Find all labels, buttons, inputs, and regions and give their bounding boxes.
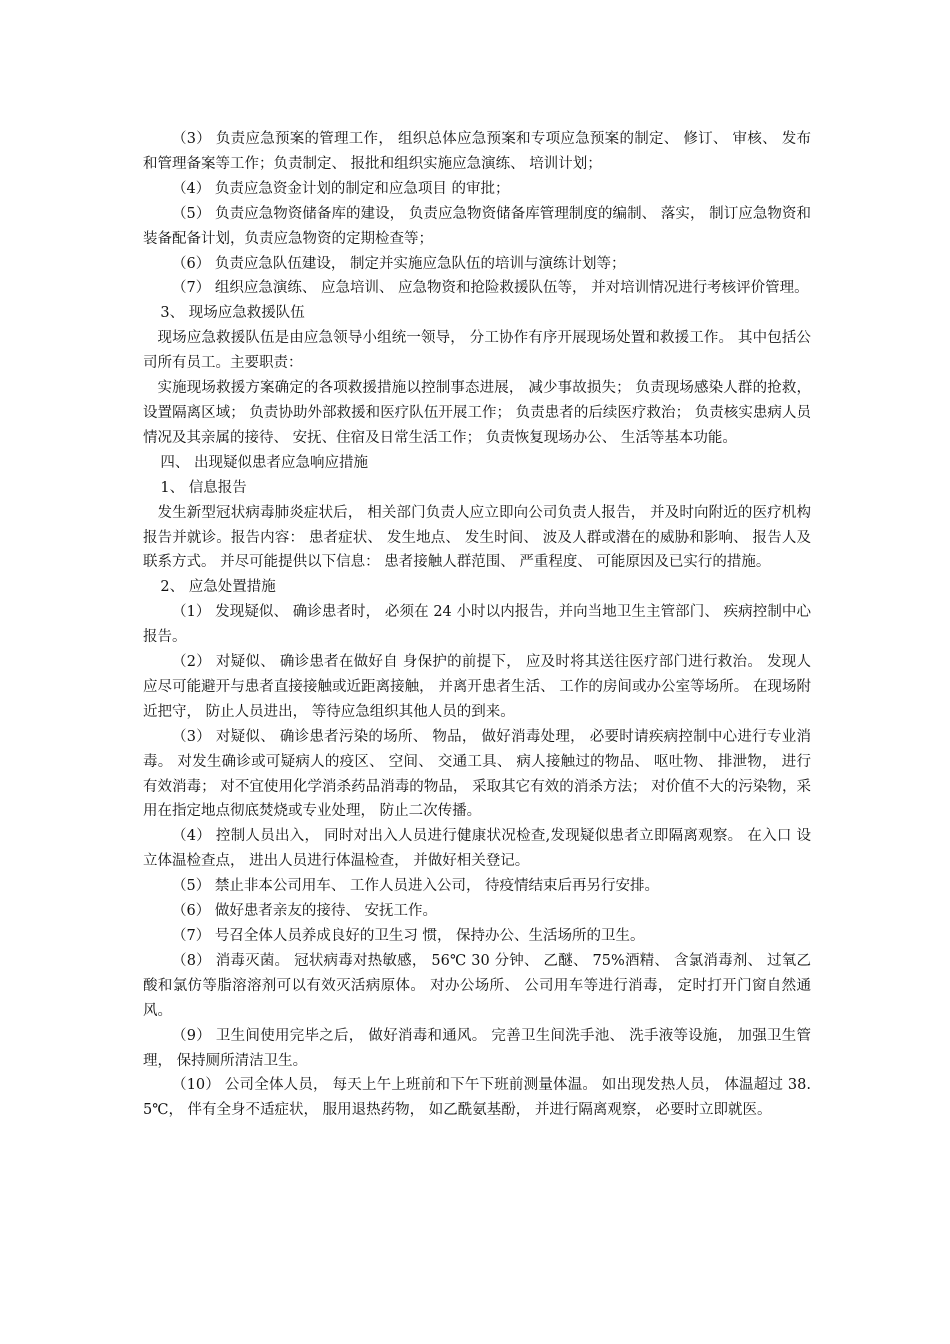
paragraph-measure-6: （6） 做好患者亲友的接待、 安抚工作。	[172, 903, 437, 920]
section-heading-rescue-team: 3、 现场应急救援队伍	[160, 305, 305, 322]
paragraph-item-3: （3） 负责应急预案的管理工作， 组织总体应急预案和专项应急预案的制定、 修订、 审核、 发布和管理备案等工作；负责制定、 报批和组织实施应急演练、 培训计划；	[143, 131, 811, 172]
section-heading-emergency-measures: 2、 应急处置措施	[160, 579, 276, 596]
paragraph-measure-9: （9） 卫生间使用完毕之后， 做好消毒和通风。 完善卫生间洗手池、 洗手液等设施， 加强卫生管理， 保持厕所清洁卫生。	[143, 1027, 811, 1069]
paragraph-measure-4: （4） 控制人员出入， 同时对出入人员进行健康状况检查,发现疑似患者立即隔离观察。 在入口 设立体温检查点， 进出人员进行体温检查， 并做好相关登记。	[143, 828, 811, 870]
paragraph-item-6: （6） 负责应急队伍建设， 制定并实施应急队伍的培训与演练计划等；	[172, 255, 626, 272]
paragraph-measure-8: （8） 消毒灭菌。 冠状病毒对热敏感， 56℃ 30 分钟、 乙醚、 75%酒精、 含氯消毒剂、 过氧乙酸和氯仿等脂溶溶剂可以有效灭活病原体。 对办公场所、 公司用车等进行消毒， 定时打开门窗自然通风。	[143, 952, 811, 1019]
paragraph-item-7: （7） 组织应急演练、 应急培训、 应急物资和抢险救援队伍等， 并对培训情况进行考核评价管理。	[172, 280, 809, 297]
paragraph-measure-2: （2） 对疑似、 确诊患者在做好自 身保护的前提下， 应及时将其送往医疗部门进行救治。 发现人应尽可能避开与患者直接接触或近距离接触， 并离开患者生活、 工作的房间或办公室等场所。 在现场附近把守， 防止人员进出， 等待应急组织其他人员的到来。	[143, 654, 811, 720]
paragraph-measure-3: （3） 对疑似、 确诊患者污染的场所、 物品， 做好消毒处理， 必要时请疾病控制中心进行专业消毒。 对发生确诊或可疑病人的疫区、 空间、 交通工具、 病人接触过的物品、 呕吐物、 排泄物， 进行有效消毒； 对不宜使用化学消杀药品消毒的物品， 采取其它有效的消杀方法； 对价值不大的污染物，采用在指定地点彻底焚烧或专业处理， 防止二次传播。	[143, 728, 811, 820]
paragraph-measure-10: （10） 公司全体人员， 每天上午上班前和下午下班前测量体温。 如出现发热人员， 体温超过 38.5℃， 伴有全身不适症状， 服用退热药物， 如乙酰氨基酚， 并进行隔离观察， 必要时立即就医。	[143, 1077, 811, 1119]
paragraph-item-5: （5） 负责应急物资储备库的建设， 负责应急物资储备库管理制度的编制、 落实， 制订应急物资和装备配备计划，负责应急物资的定期检查等；	[143, 205, 811, 247]
paragraph-rescue-team-intro: 现场应急救援队伍是由应急领导小组统一领导， 分工协作有序开展现场处置和救援工作。 其中包括公司所有员工。主要职责：	[143, 330, 811, 372]
paragraph-item-4: （4） 负责应急资金计划的制定和应急项目 的审批；	[172, 180, 510, 197]
section-heading-response-measures: 四、 出现疑似患者应急响应措施	[160, 454, 368, 471]
paragraph-info-report: 发生新型冠状病毒肺炎症状后， 相关部门负责人应立即向公司负责人报告， 并及时向附近的医疗机构报告并就诊。报告内容： 患者症状、 发生地点、 发生时间、 波及人群或潜在的威胁和影响、 报告人及联系方式。 并尽可能提供以下信息： 患者接触人群范围、 严重程度、 可能原因及已实行的措施。	[143, 504, 811, 571]
paragraph-measure-1: （1） 发现疑似、 确诊患者时， 必须在 24 小时以内报告，并向当地卫生主管部门、 疾病控制中心报告。	[143, 604, 811, 646]
document-body	[143, 127, 811, 1123]
paragraph-rescue-team-duties: 实施现场救援方案确定的各项救援措施以控制事态进展， 减少事故损失； 负责现场感染人群的抢救， 设置隔离区域； 负责协助外部救援和医疗队伍开展工作； 负责患者的后续医疗救治； 负责核实患病人员情况及其亲属的接待、 安抚、住宿及日常生活工作； 负责恢复现场办公、 生活等基本功能。	[143, 380, 811, 446]
paragraph-measure-5: （5） 禁止非本公司用车、 工作人员进入公司， 待疫情结束后再另行安排。	[172, 878, 660, 895]
section-heading-info-report: 1、 信息报告	[160, 479, 247, 496]
paragraph-measure-7: （7） 号召全体人员养成良好的卫生习 惯， 保持办公、生活场所的卫生。	[172, 928, 645, 944]
